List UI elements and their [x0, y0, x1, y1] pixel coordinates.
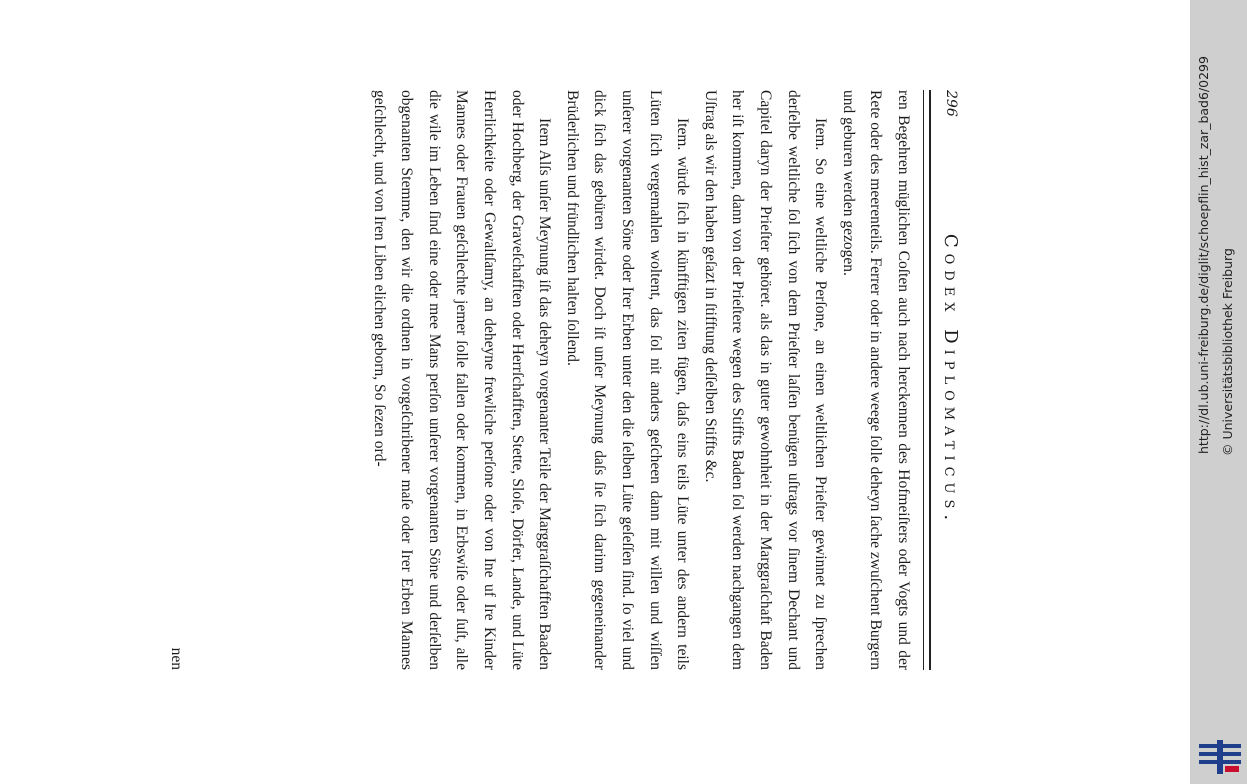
- paragraph: Item. würde ſich in künfftigen ziten fügen, daſs eins teils Lüte unter des andern teils Lüten ſich vergemahlen woltent, das ſol nit anders geſcheen dann mit willen und wiſſen unſerer vorgenanten Söne oder Irer Erben unter den die ſelben Lüte geſeſſen ſind. ſo viel und dick ſich das gebüren wirdet. Doch iſt unſer Meynung daſs ſie ſich darinn gegeneinander Brüderlichen und fründlichen halten ſollend.: [563, 90, 692, 670]
- body-text: [365, 90, 917, 670]
- rotated-book-page: [145, 90, 965, 670]
- page-number: 296: [943, 90, 959, 117]
- running-title: Codex Diplomaticus.: [940, 233, 961, 527]
- paragraph: Item Alſs unſer Meynung iſt das deheyn vorgenanter Teile der Marggraſſchafften Baaden oder Hochberg, der Graveſchafften oder Herrſchafften, Stette, Sloſe, Dörfer, Lande, und Lüte Herrlichkeite oder Gewaltſamy, an deheyne frewliche perſone oder von Ine uf Ire Kinder Mannes oder Frauen geſchlechte jemer ſolle fallen oder kommen, in Erbswiſe oder ſuſt, alle die wile im Leben ſind eine oder mee Mans perſon unſerer vorgenanten Söne und derſelben obgenanten Stemme, den wir die ordnen in vorgeſchribener maſe oder Irer Erben Mannes geſchlecht, und von Iren Liben elichen geborn, So ſezen ord-: [370, 90, 554, 670]
- paragraph: Item. So eine weltliche Perſone, an einen weltlichen Prieſter gewinnet zu ſprechen derſelbe weltliche ſol ſich von dem Prieſter laſſen benügen uſtrags vor ſinem Dechant und Capitel daryn der Prieſter gehöret. als das in guter gewohnheit in der Marggraſchaft Baden her iſt kommen, dann von der Prieſtere wegen des Stiffts Baden ſol werden nachgangen dem Uſtrag als wir den haben geſazt in ſtifftung deſſelben Stiffts &c.: [701, 90, 830, 670]
- library-watermark-bar: [1190, 0, 1247, 784]
- library-logo-icon: [1199, 740, 1241, 774]
- catchword: nen: [168, 647, 185, 670]
- page-content: [145, 90, 965, 670]
- watermark-text: [1190, 0, 1247, 784]
- header-rule: [923, 90, 931, 670]
- page-header: [935, 90, 965, 670]
- paragraph: ren Begehren müglichen Coſten auch nach herckennen des Hofmeiſters oder Vogts und der Rete oder des meerenteils. Ferrer oder in andere weege ſolle deheyn ſache zwuſchent Burgern und geburen werden gezogen.: [839, 90, 912, 670]
- copyright-notice: © Universitätsbibliothek Freiburg: [1220, 248, 1235, 456]
- source-url[interactable]: http://dl.ub.uni-freiburg.de/diglit/schoepflin_hist_zar_bad6/0299: [1196, 56, 1211, 454]
